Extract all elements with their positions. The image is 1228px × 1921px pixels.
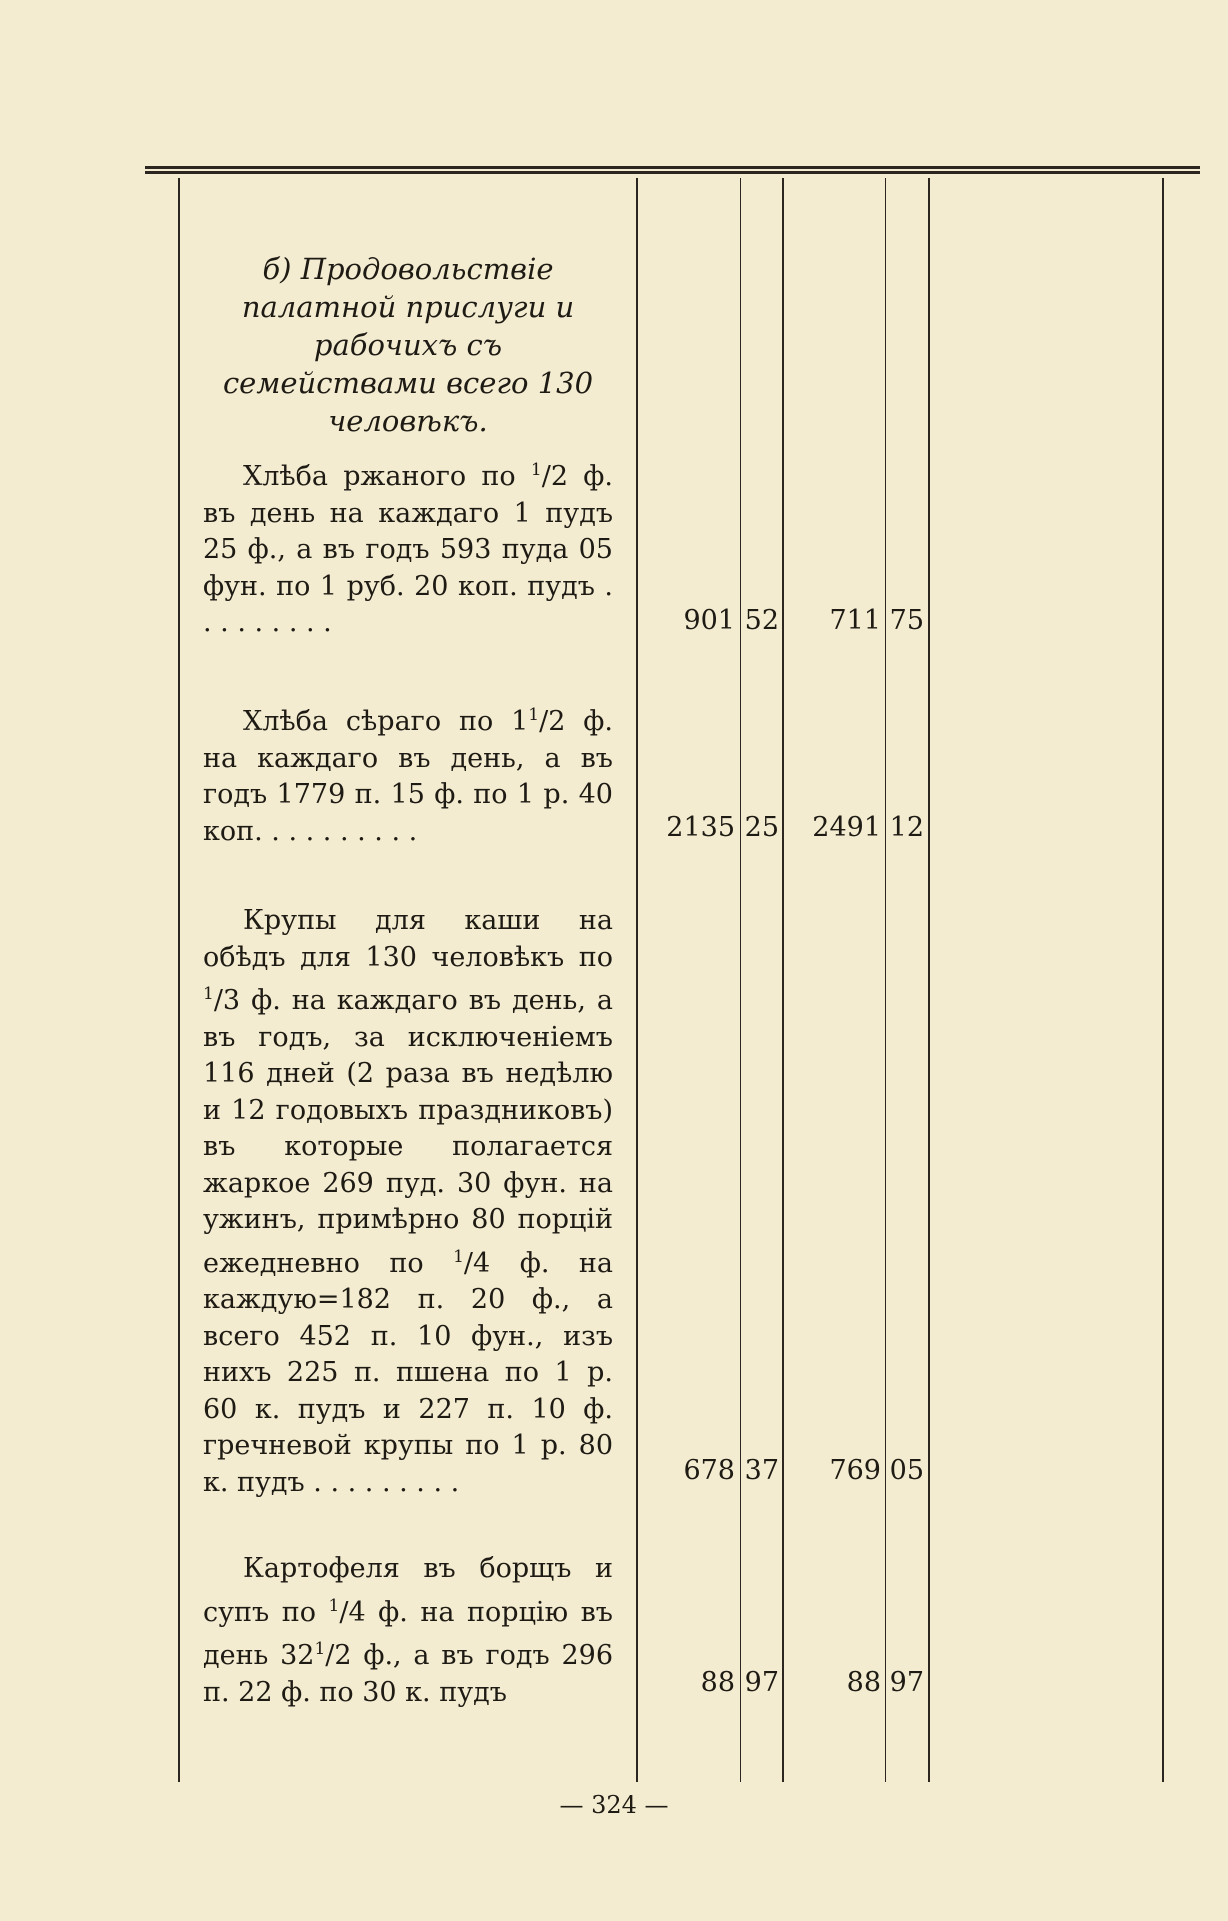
amount-kopecks-2: 05 (889, 1455, 924, 1486)
text: /4 ф. на порцію въ день 32 (203, 1596, 613, 1671)
amount-rubles-2: 2491 (812, 812, 881, 843)
bleed-through-text (900, 240, 1180, 1340)
column-divider (928, 178, 930, 1782)
table-border-left (178, 178, 180, 1782)
fraction-numerator: 1 (203, 984, 214, 1004)
table-border-right (1162, 178, 1164, 1782)
text: Хлѣба ржаного по (243, 461, 531, 492)
column-divider (782, 178, 784, 1782)
entry-description (203, 452, 613, 642)
amount-kopecks-2: 97 (889, 1667, 924, 1698)
amount-rubles-2: 711 (829, 605, 881, 636)
fraction-numerator: 1 (453, 1246, 464, 1267)
entry-description (203, 903, 613, 1501)
amount-rubles-2: 769 (829, 1455, 881, 1486)
fraction-numerator: 1 (328, 1595, 340, 1616)
text: /2 ф. въ день на каждаго 1 пудъ 25 ф., а въ годъ 593 пуда 05 фун. по 1 руб. 20 коп. пудъ . . . . . . . . . (203, 461, 613, 638)
column-divider (636, 178, 638, 1782)
table-top-rule (145, 166, 1200, 174)
fraction-numerator: 1 (528, 705, 540, 725)
text: /3 ф. на каждаго въ день, а въ годъ, за исключеніемъ 116 дней (2 раза въ недѣлю и 12 годовыхъ праздниковъ) въ которые полагается жаркое 269 пуд. 30 фун. на ужинъ, примѣрно 80 порцій ежедневно по (203, 985, 613, 1279)
amount-kopecks-1: 97 (744, 1667, 779, 1698)
text: Крупы для каши на обѣдъ для 130 человѣкъ по (203, 905, 613, 973)
entry-description (203, 697, 613, 850)
amount-kopecks-2: 12 (889, 812, 924, 843)
amount-rubles-1: 901 (683, 605, 735, 636)
text: Картофеля въ борщъ и супъ по (203, 1553, 613, 1628)
amount-kopecks-1: 37 (744, 1455, 779, 1486)
fraction-numerator: 1 (314, 1639, 326, 1659)
entry-description (203, 1551, 613, 1711)
amount-rubles-2: 88 (846, 1667, 881, 1698)
amount-kopecks-1: 25 (744, 812, 779, 843)
amount-kopecks-1: 52 (744, 605, 779, 636)
fraction-numerator: 1 (530, 460, 542, 480)
column-divider (740, 178, 741, 1782)
amount-kopecks-2: 75 (889, 605, 924, 636)
amount-rubles-1: 678 (683, 1455, 735, 1486)
amount-rubles-1: 88 (700, 1667, 735, 1698)
text: /2 ф. на каждаго въ день, а въ годъ 1779 п. 15 ф. по 1 р. 40 коп. . . . . . . . . . (203, 706, 614, 847)
page-number: — 324 — (559, 1791, 669, 1819)
text: /2 ф., а въ годъ 296 п. 22 ф. по 30 к. пудъ (203, 1640, 613, 1708)
text: /4 ф. на каждую=182 п. 20 ф., а всего 452 п. 10 фун., изъ нихъ 225 п. пшена по 1 р. 60 к. пудъ и 227 п. 10 ф. гречневой крупы по 1 р. 80 к. пудъ . . . . . . . . . (203, 1247, 613, 1498)
text: Хлѣба сѣраго по 1 (243, 706, 529, 737)
amount-rubles-1: 2135 (666, 812, 735, 843)
column-divider (885, 178, 886, 1782)
section-title: б) Продовольствіе палатной прислуги и рабочихъ съ семействами всего 130 человѣкъ. (222, 252, 594, 438)
